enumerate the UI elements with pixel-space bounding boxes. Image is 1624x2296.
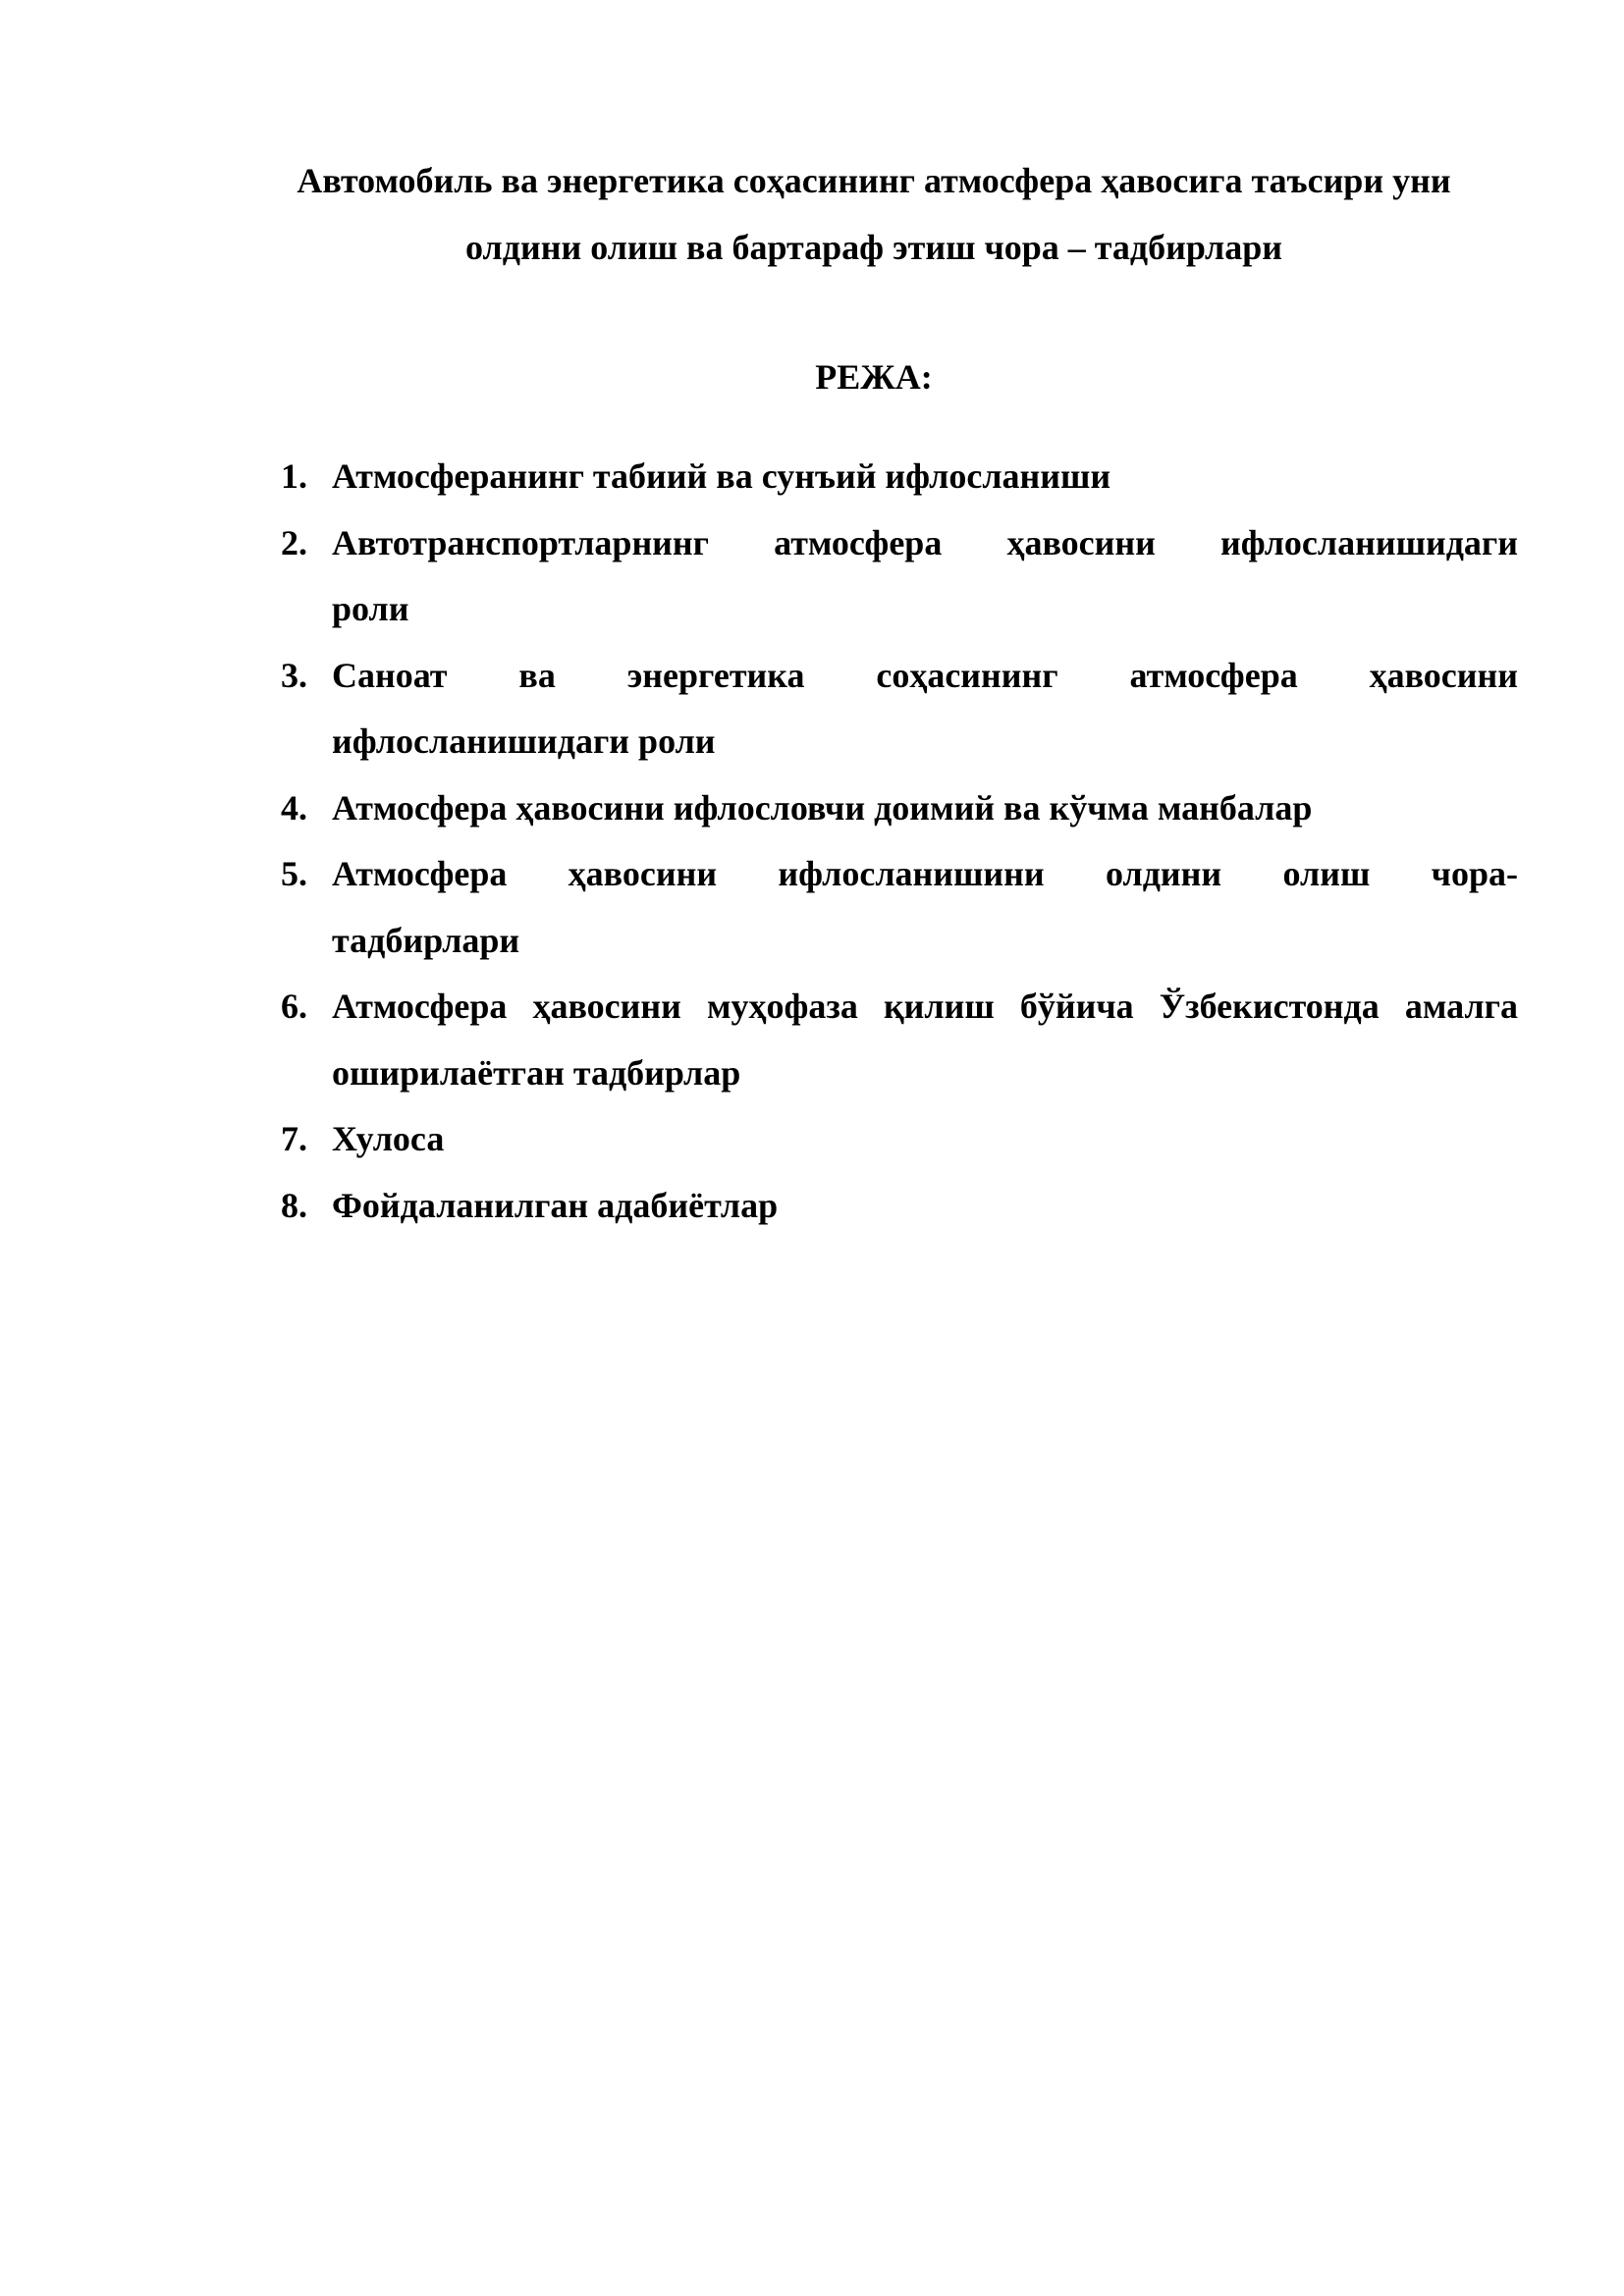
plan-item-number: 1.: [281, 456, 307, 496]
title-line-2: олдини олиш ва бартараф этиш чора – тадбирлари: [465, 228, 1282, 267]
plan-item-text: Атмосфера ҳавосини ифлосланишини олдини олиш чора-: [332, 854, 1518, 893]
plan-item-text: Автотранспортларнинг атмосфера ҳавосини ифлосланишидаги: [332, 522, 1518, 562]
plan-item-number: 6.: [281, 987, 307, 1026]
plan-item-text: Фойдаланилган адабиётлар: [332, 1185, 779, 1225]
plan-item-text-continued: оширилаётган тадбирлар: [332, 1052, 741, 1093]
plan-item-5: [273, 841, 1518, 974]
plan-item-text-continued: роли: [332, 589, 409, 628]
plan-item-number: 5.: [281, 854, 307, 893]
plan-item-1: [273, 444, 1518, 510]
plan-item-text-continued: тадбирлари: [332, 920, 520, 960]
plan-item-2: [273, 510, 1518, 643]
plan-list: [273, 444, 1518, 1239]
plan-item-number: 7.: [281, 1119, 307, 1158]
plan-item-text: Атмосферанинг табиий ва сунъий ифлосланиши: [332, 456, 1111, 496]
plan-item-6: [273, 974, 1518, 1106]
plan-item-8: [273, 1173, 1518, 1240]
plan-item-text: Атмосфера ҳавосини ифлословчи доимий ва кўчма манбалар: [332, 787, 1313, 828]
plan-item-number: 8.: [281, 1185, 307, 1225]
plan-item-number: 4.: [281, 787, 307, 828]
title-line-1: Автомобиль ва энергетика соҳасининг атмосфера ҳавосига таъсири уни: [297, 161, 1451, 200]
plan-item-number: 3.: [281, 655, 307, 695]
plan-item-text: Атмосфера ҳавосини муҳофаза қилиш бўйича Ўзбекистонда амалга: [332, 987, 1518, 1026]
document-title: [226, 147, 1522, 281]
plan-item-text: Саноат ва энергетика соҳасининг атмосфера ҳавосини: [332, 655, 1518, 695]
plan-item-text: Хулоса: [332, 1119, 445, 1158]
plan-item-text-continued: ифлосланишидаги роли: [332, 721, 716, 761]
plan-item-4: [273, 775, 1518, 842]
plan-heading: РЕЖА:: [815, 357, 933, 397]
plan-item-3: [273, 643, 1518, 775]
plan-item-7: [273, 1106, 1518, 1173]
plan-item-number: 2.: [281, 522, 307, 562]
